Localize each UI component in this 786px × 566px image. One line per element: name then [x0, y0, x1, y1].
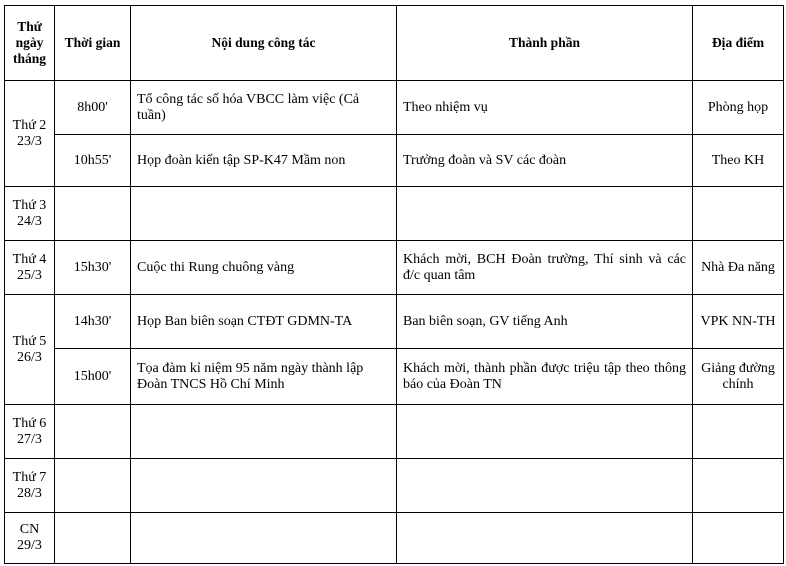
members-cell: Ban biên soạn, GV tiếng Anh [397, 295, 693, 349]
members-cell: Theo nhiệm vụ [397, 81, 693, 135]
content-cell [131, 513, 397, 564]
time-cell: 15h30' [55, 241, 131, 295]
time-cell [55, 459, 131, 513]
table-row [5, 81, 784, 135]
day-cell: Thứ 2 23/3 [5, 81, 55, 187]
table-row [5, 349, 784, 405]
members-cell: Khách mời, BCH Đoàn trường, Thí sinh và các đ/c quan tâm [397, 241, 693, 295]
header-content: Nội dung công tác [131, 6, 397, 81]
time-cell: 10h55' [55, 135, 131, 187]
table-row [5, 241, 784, 295]
time-cell [55, 405, 131, 459]
time-cell: 8h00' [55, 81, 131, 135]
location-cell [693, 405, 784, 459]
header-row [5, 6, 784, 81]
location-cell: VPK NN-TH [693, 295, 784, 349]
table-row [5, 459, 784, 513]
content-cell [131, 459, 397, 513]
day-cell: Thứ 5 26/3 [5, 295, 55, 405]
members-cell: Trưởng đoàn và SV các đoàn [397, 135, 693, 187]
location-cell [693, 513, 784, 564]
header-location: Địa điểm [693, 6, 784, 81]
table-row [5, 513, 784, 564]
time-cell: 14h30' [55, 295, 131, 349]
content-cell [131, 405, 397, 459]
content-cell: Họp đoàn kiến tập SP-K47 Mầm non [131, 135, 397, 187]
members-cell [397, 459, 693, 513]
table-row [5, 187, 784, 241]
day-cell: Thứ 3 24/3 [5, 187, 55, 241]
time-cell: 15h00' [55, 349, 131, 405]
time-cell [55, 513, 131, 564]
location-cell: Nhà Đa năng [693, 241, 784, 295]
day-cell: CN 29/3 [5, 513, 55, 564]
content-cell: Họp Ban biên soạn CTĐT GDMN-TA [131, 295, 397, 349]
location-cell: Giảng đường chính [693, 349, 784, 405]
header-day: Thứ ngày tháng [5, 6, 55, 81]
header-members: Thành phần [397, 6, 693, 81]
day-cell: Thứ 7 28/3 [5, 459, 55, 513]
members-cell [397, 405, 693, 459]
schedule-table [4, 5, 784, 564]
time-cell [55, 187, 131, 241]
day-cell: Thứ 4 25/3 [5, 241, 55, 295]
location-cell [693, 459, 784, 513]
members-cell: Khách mời, thành phần được triệu tập theo thông báo của Đoàn TN [397, 349, 693, 405]
content-cell: Tọa đàm kỉ niệm 95 năm ngày thành lập Đoàn TNCS Hồ Chí Minh [131, 349, 397, 405]
header-time: Thời gian [55, 6, 131, 81]
location-cell [693, 187, 784, 241]
location-cell: Theo KH [693, 135, 784, 187]
schedule-body [5, 81, 784, 564]
content-cell: Cuộc thi Rung chuông vàng [131, 241, 397, 295]
table-row [5, 405, 784, 459]
location-cell: Phòng họp [693, 81, 784, 135]
table-row [5, 135, 784, 187]
members-cell [397, 187, 693, 241]
content-cell [131, 187, 397, 241]
day-cell: Thứ 6 27/3 [5, 405, 55, 459]
content-cell: Tổ công tác số hóa VBCC làm việc (Cả tuần) [131, 81, 397, 135]
table-row [5, 295, 784, 349]
members-cell [397, 513, 693, 564]
